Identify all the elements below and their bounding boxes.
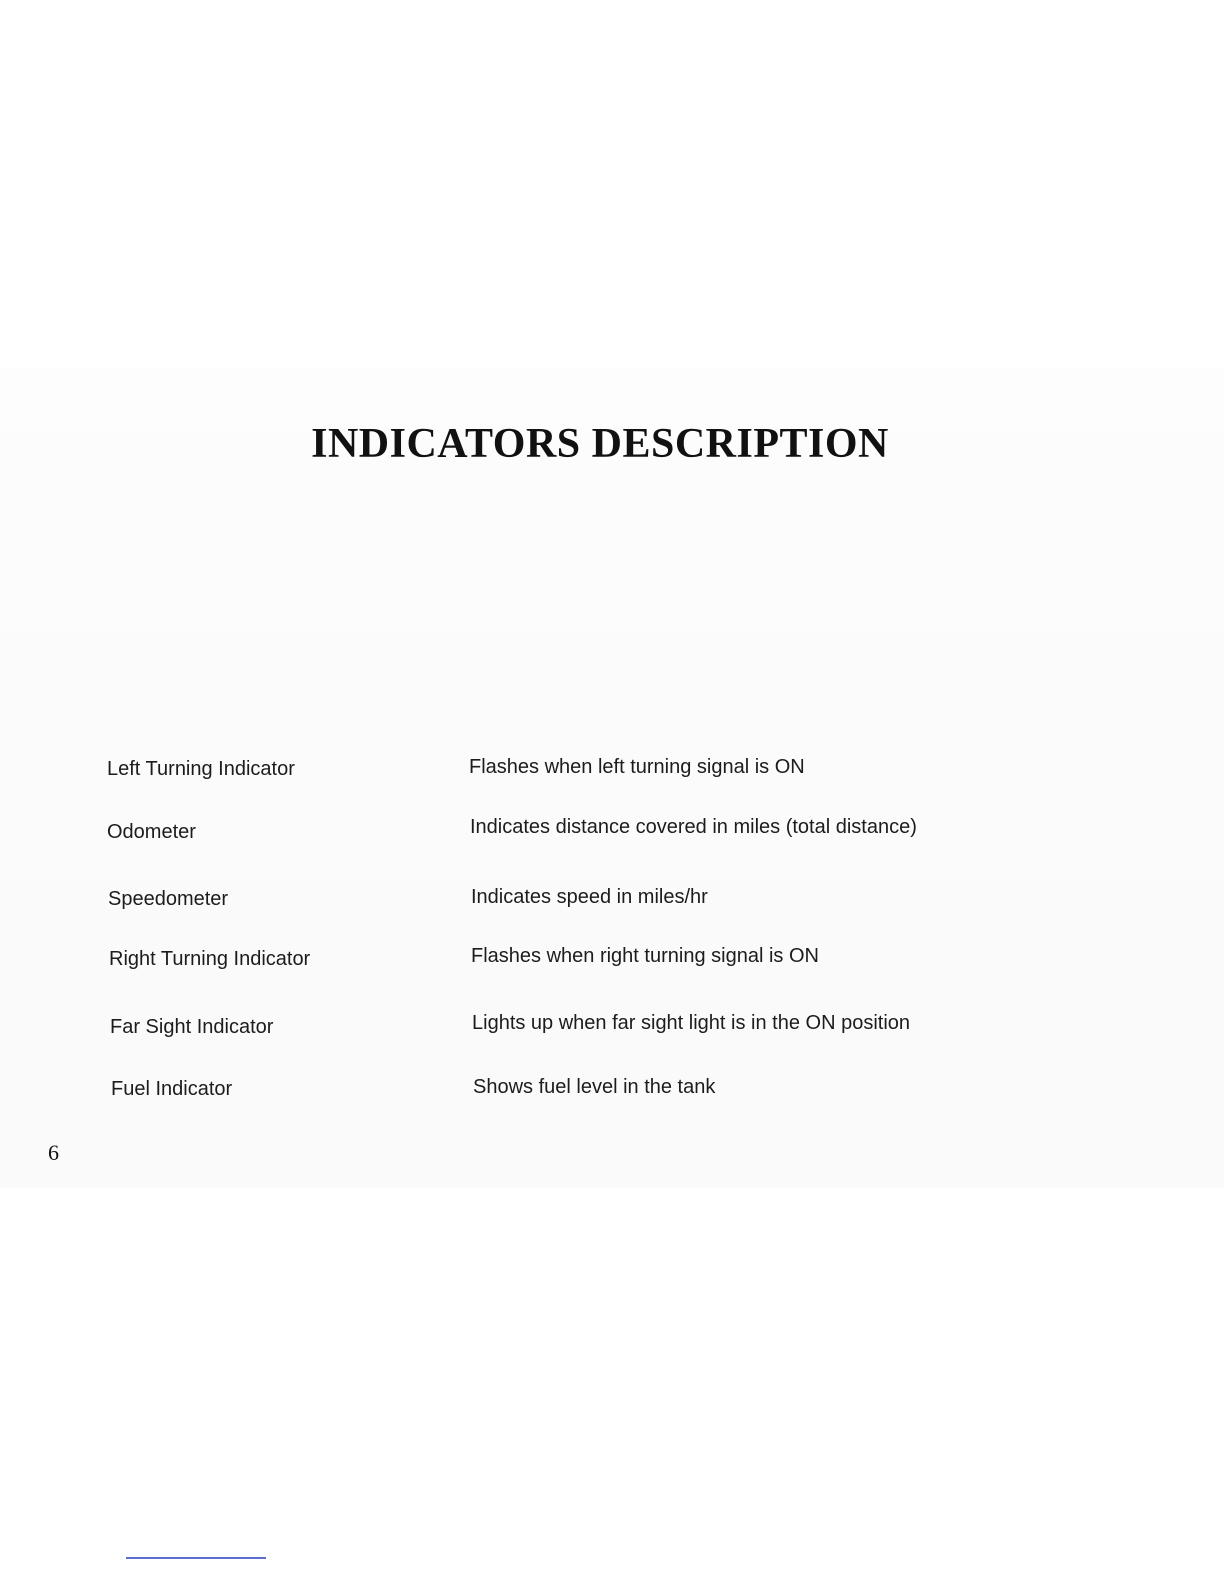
page-number: 6 [48,1140,59,1165]
indicator-term: Right Turning Indicator [109,948,311,970]
bottom-rule [126,1557,266,1559]
indicator-row [0,1012,1224,1051]
indicator-term: Fuel Indicator [111,1078,233,1100]
indicator-description: Indicates distance covered in miles (total distance) [470,816,917,838]
indicator-row [0,816,1224,856]
indicator-term: Left Turning Indicator [107,758,295,780]
indicator-row [0,887,1224,923]
indicator-description: Flashes when right turning signal is ON [471,945,819,967]
indicator-row [0,1077,1224,1113]
indicator-description: Flashes when left turning signal is ON [469,756,805,778]
indicator-row [0,757,1224,793]
page-title: INDICATORS DESCRIPTION [311,421,889,467]
indicator-description: Shows fuel level in the tank [473,1076,716,1098]
indicator-description: Lights up when far sight light is in the ON position [472,1012,911,1034]
indicator-description: Indicates speed in miles/hr [471,886,708,908]
indicator-row [0,947,1224,983]
indicator-term: Speedometer [108,888,229,910]
indicator-term: Far Sight Indicator [110,1016,274,1038]
indicator-term: Odometer [107,821,196,843]
